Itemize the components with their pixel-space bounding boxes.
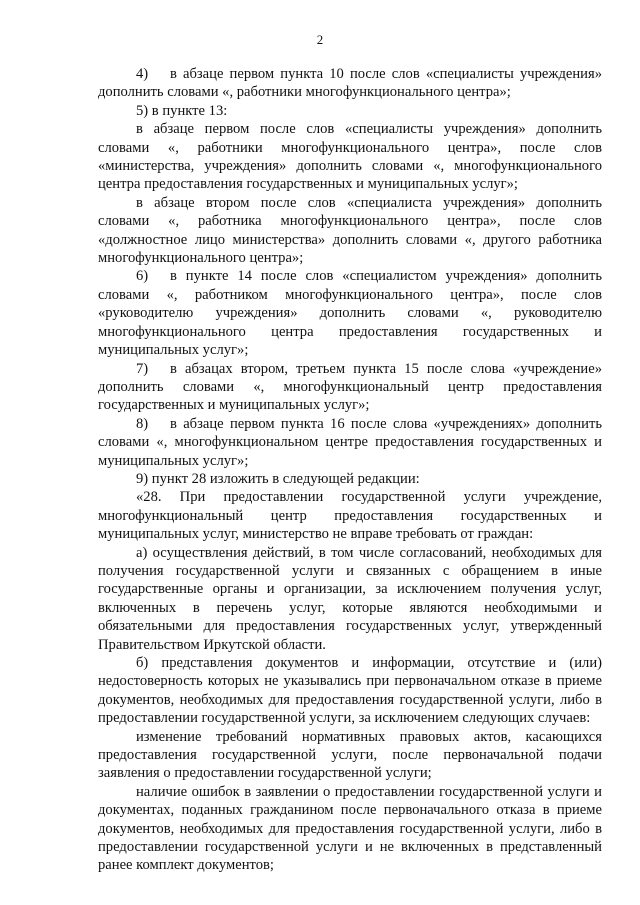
paragraph	[98, 360, 602, 415]
paragraph: наличие ошибок в заявлении о предоставлении государственной услуги и документах, поданных гражданином после первоначального отказа в приеме документов, необходимых для предоставления государственной услуги, либо в предоставлении государственной услуги и не включенных в представленный ранее комплект документов;	[98, 783, 602, 874]
item-number: 8)	[136, 415, 149, 432]
page-number: 2	[316, 32, 324, 47]
paragraph	[98, 415, 602, 470]
document-body	[98, 65, 602, 875]
paragraph-text: в абзацах втором, третьем пункта 15 после слова «учреждение» дополнить словами «, многофункциональный центр предоставления государственных и муниципальных услуг»;	[98, 360, 602, 414]
item-number: 6)	[136, 268, 149, 285]
paragraph: в абзаце первом после слов «специалисты учреждения» дополнить словами «, работники многофункционального центра», после слов «министерства, учреждения» дополнить словами «, многофункционального центра предоставления государственных и муниципальных услуг»;	[98, 121, 602, 193]
paragraph	[98, 267, 602, 359]
paragraph: «28. При предоставлении государственной услуги учреждение, многофункциональный центр предоставления государственных и муниципальных услуг, министерство не вправе требовать от граждан:	[98, 489, 602, 543]
paragraph: в абзаце втором после слов «специалиста учреждения» дополнить словами «, работника многофункционального центра», после слов «должностное лицо министерства» дополнить словами «, другого работника многофункционального центра»;	[98, 194, 602, 267]
paragraph: изменение требований нормативных правовых актов, касающихся предоставления государственной услуги, после первоначальной подачи заявления о предоставлении государственной услуги;	[98, 728, 602, 782]
paragraph: б) представления документов и информации, отсутствие и (или) недостоверность которых не указывались при первоначальном отказе в приеме документов, необходимых для предоставления государственной услуги, либо в предоставлении государственной услуги, за исключением следующих случаев:	[98, 655, 602, 727]
paragraph-text: в абзаце первом пункта 16 после слова «учреждениях» дополнить словами «, многофункциональном центре предоставления государственных и муниципальных услуг»;	[98, 415, 602, 469]
paragraph: 9) пункт 28 изложить в следующей редакции:	[136, 470, 420, 487]
item-number: 4)	[136, 66, 149, 82]
paragraph-text: в пункте 14 после слов «специалистом учреждения» дополнить словами «, работником многофункционального центра», после слов «руководителю учреждения» дополнить словами «, руководителю многофункционального центра предоставления государственных и муниципальных услуг»;	[98, 268, 602, 359]
paragraph: а) осуществления действий, в том числе согласований, необходимых для получения государственной услуги и связанных с обращением в иные государственные органы и организации, за исключением получения услуг, включенных в перечень услуг, которые являются необходимыми и обязательными для предоставления государственных услуг, утвержденный Правительством Иркутской области.	[98, 544, 602, 653]
paragraph: 5) в пункте 13:	[136, 102, 228, 119]
item-number: 7)	[136, 360, 149, 377]
paragraph-text: в абзаце первом пункта 10 после слов «специалисты учреждения» дополнить словами «, работники многофункционального центра»;	[98, 66, 602, 101]
paragraph	[98, 65, 602, 102]
